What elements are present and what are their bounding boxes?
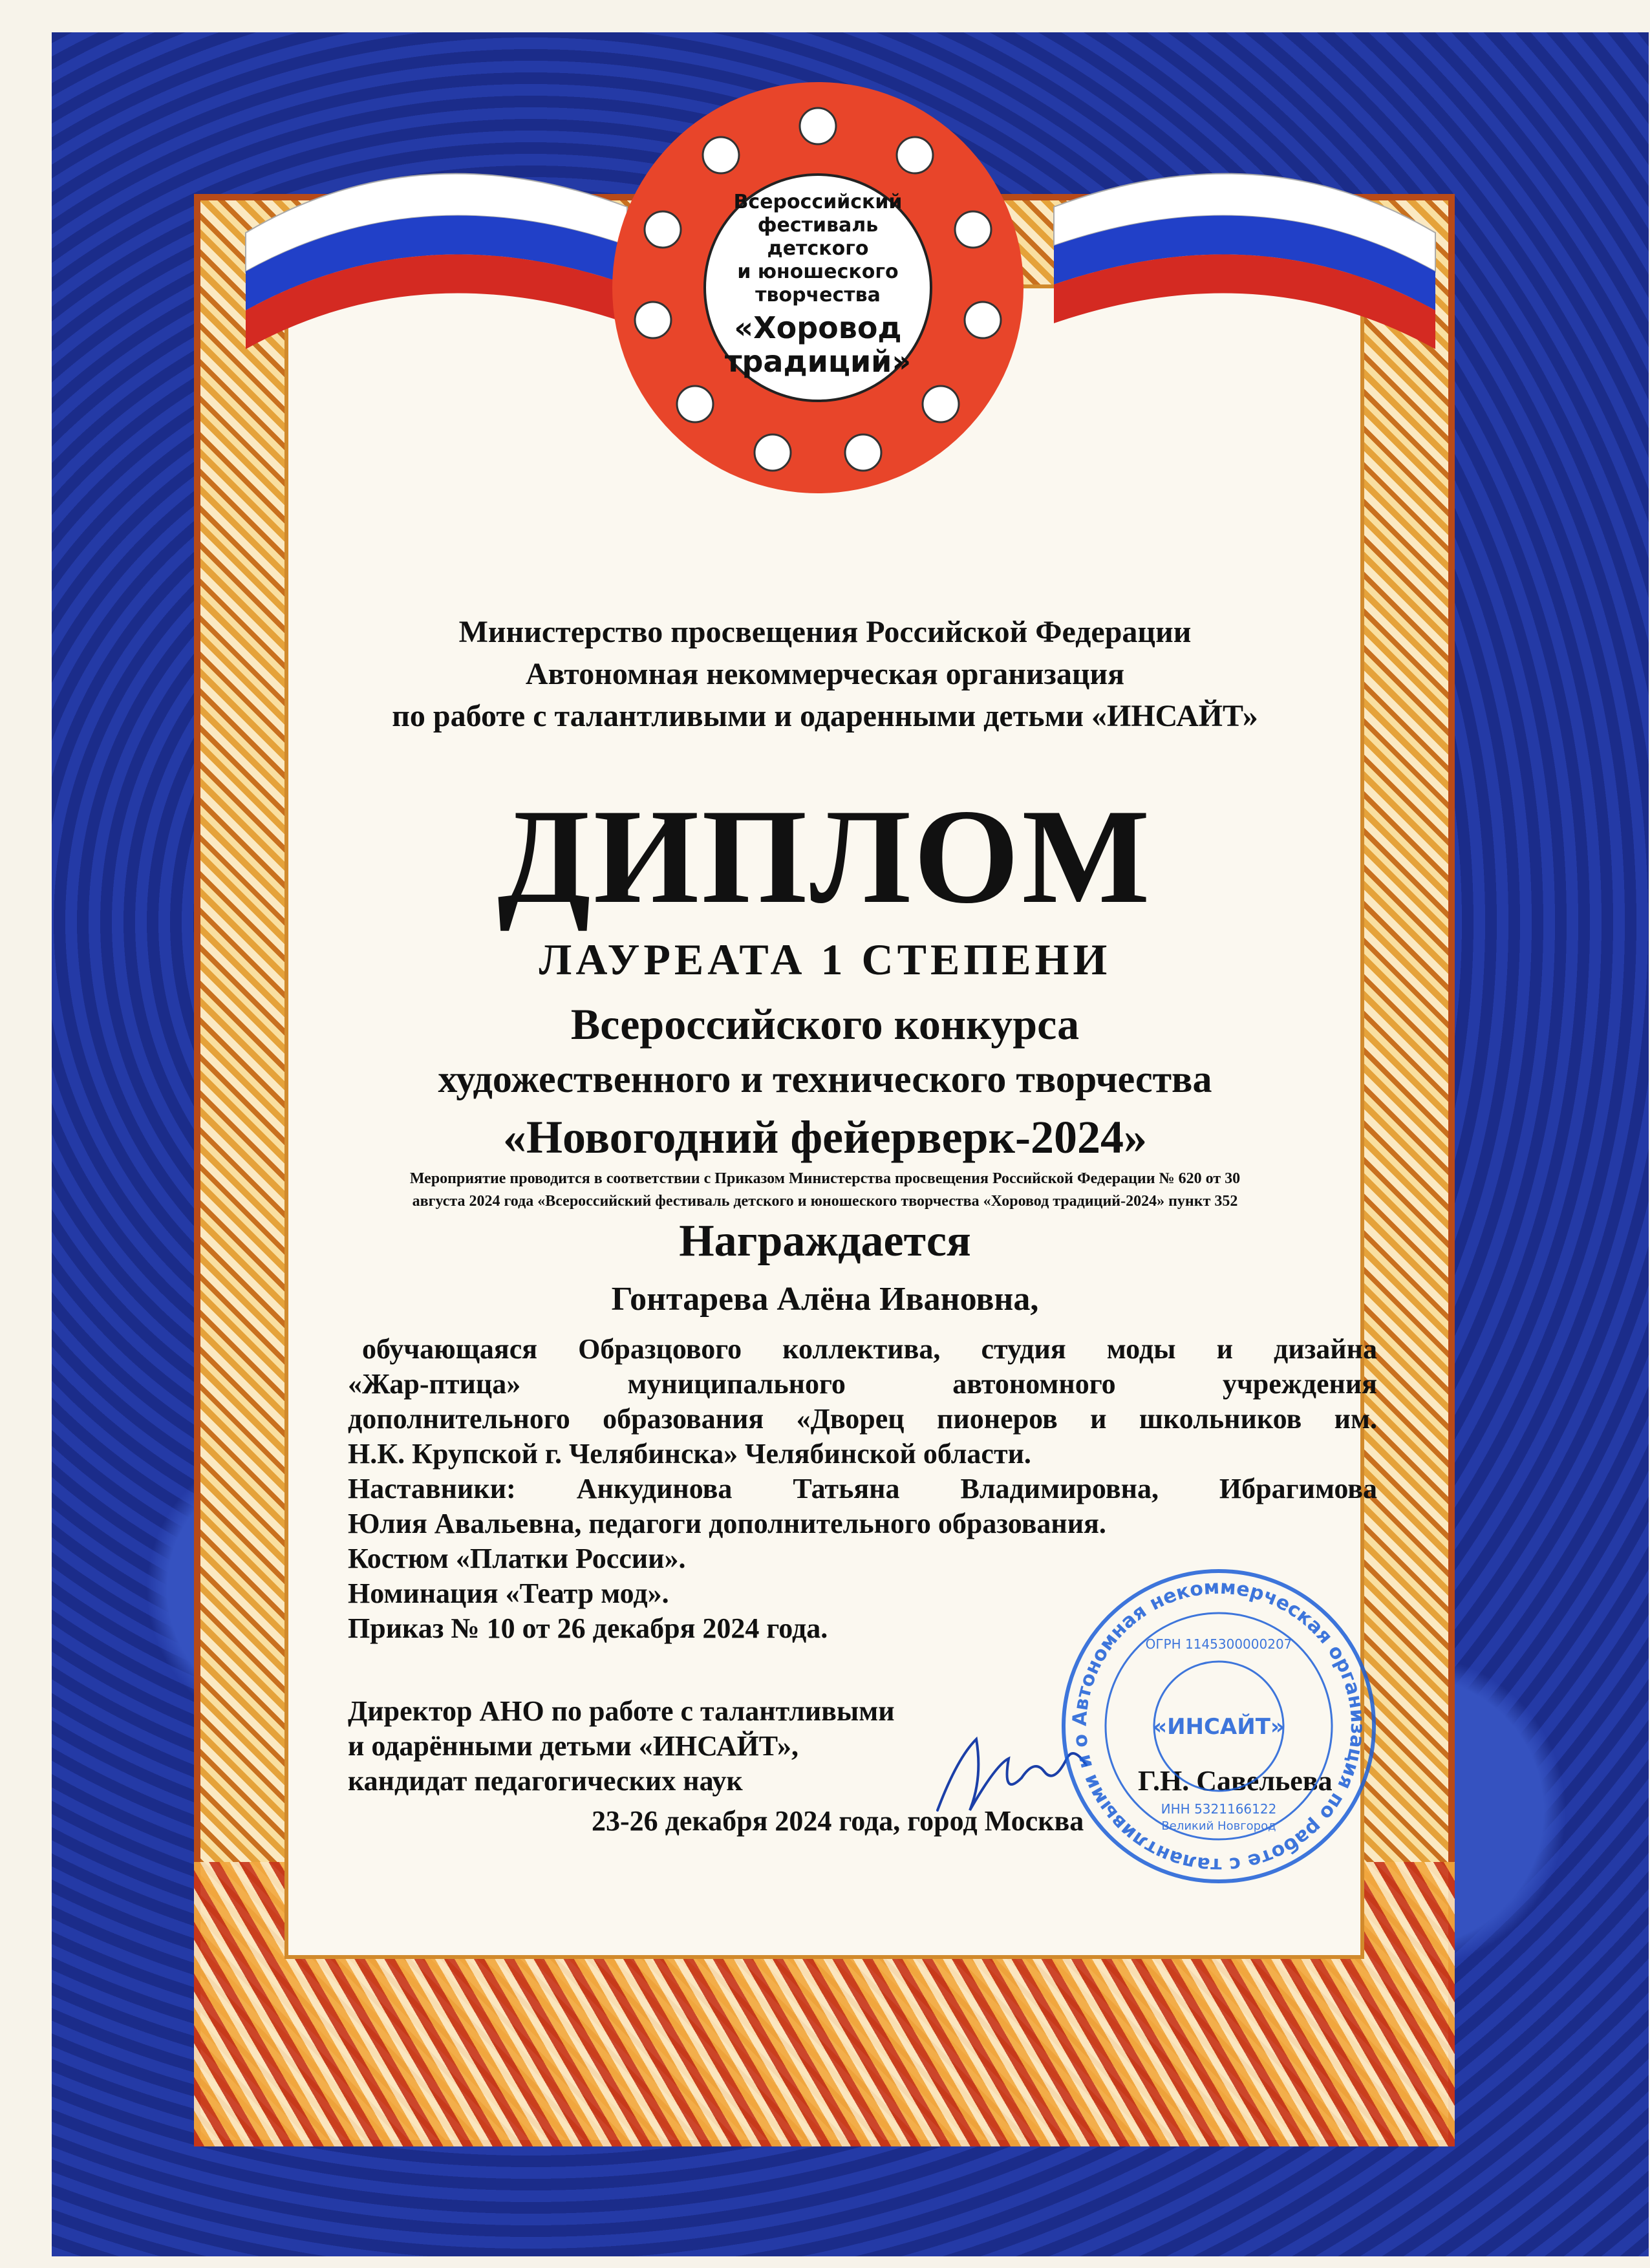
- signature-line-3: кандидат педагогических наук: [348, 1765, 743, 1797]
- logo-line-4: творчества: [755, 284, 881, 306]
- stamp-ring-text: Автономная некоммерческая организация по работе с талантливыми и о: [1068, 1576, 1369, 1877]
- logo-line-3: и юношеского: [737, 261, 899, 283]
- header-line-1: Министерство просвещения Российской Федерации: [458, 615, 1192, 649]
- note-line-1: Мероприятие проводится в соответствии с Приказом Министерства просвещения Российской Федерации № 620 от 30: [409, 1170, 1241, 1187]
- laureate-degree: ЛАУРЕАТА 1 СТЕПЕНИ: [539, 935, 1111, 984]
- recipient-name: Гонтарева Алёна Ивановна,: [611, 1281, 1039, 1318]
- signature-line-2: и одарёнными детьми «ИНСАЙТ»,: [348, 1730, 798, 1762]
- details-line-6: Юлия Авальевна, педагоги дополнительного образования.: [348, 1508, 1106, 1539]
- order-line: Приказ № 10 от 26 декабря 2024 года.: [348, 1612, 828, 1644]
- header-line-3: по работе с талантливыми и одаренными детьми «ИНСАЙТ»: [392, 699, 1258, 733]
- awarded-label: Награждается: [679, 1216, 971, 1266]
- details-line-5: Наставники: Анкудинова Татьяна Владимировна, Ибрагимова: [348, 1473, 1377, 1504]
- note-line-2: августа 2024 года «Всероссийский фестиваль детского и юношеского творчества «Хоровод традиций-2024» пункт 352: [412, 1193, 1238, 1210]
- logo-line-6: традиций»: [724, 344, 912, 379]
- details-line-1: обучающаяся Образцового коллектива, студия моды и дизайна: [362, 1333, 1377, 1365]
- logo-line-5: «Хоровод: [734, 310, 902, 345]
- details-line-7: Костюм «Платки России».: [348, 1543, 686, 1574]
- header-line-2: Автономная некоммерческая организация: [525, 657, 1125, 691]
- logo-line-1: Всероссийский: [733, 191, 903, 213]
- details-line-3: дополнительного образования «Дворец пионеров и школьников им.: [348, 1403, 1377, 1435]
- diploma-title: ДИПЛОМ: [497, 782, 1153, 932]
- festival-logo: [611, 81, 1025, 495]
- contest-name: «Новогодний фейерверк-2024»: [503, 1111, 1147, 1163]
- details-line-8: Номинация «Театр мод».: [348, 1578, 669, 1609]
- contest-line-2: художественного и технического творчества: [438, 1058, 1212, 1100]
- organization-stamp: [1057, 1565, 1380, 1888]
- stamp-inn: ИНН 5321166122: [1161, 1801, 1277, 1817]
- logo-line-2: фестиваль детского: [757, 214, 879, 260]
- stamp-city: Великий Новгород: [1161, 1819, 1276, 1833]
- details-line-4: Н.К. Крупской г. Челябинска» Челябинской области.: [348, 1438, 1031, 1470]
- signer-name: Г.Н. Савельева: [1138, 1765, 1333, 1797]
- details-line-2: «Жар-птица» муниципального автономного учреждения: [348, 1368, 1377, 1400]
- signature-line-1: Директор АНО по работе с талантливыми: [348, 1695, 895, 1727]
- contest-line-1: Всероссийского конкурса: [570, 1000, 1080, 1049]
- date-place: 23-26 декабря 2024 года, город Москва: [592, 1805, 1084, 1837]
- stamp-center-text: «ИНСАЙТ»: [1153, 1714, 1285, 1740]
- stamp-ogrn: ОГРН 1145300000207: [1145, 1636, 1292, 1652]
